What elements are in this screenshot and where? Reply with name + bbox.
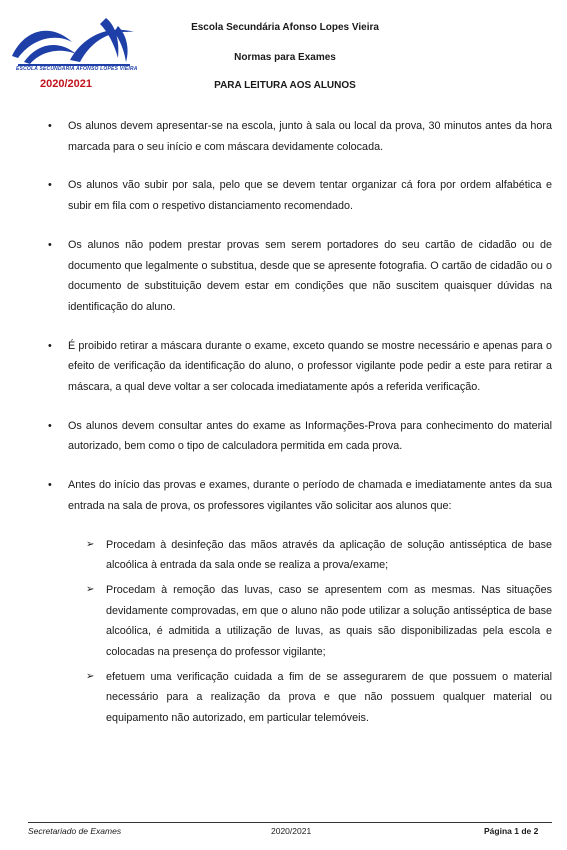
sub-list-item [48, 535, 552, 576]
list-item-text: Os alunos devem consultar antes do exame as Informações-Prova para conhecimento do material autorizado, bem como o tipo de calculadora permitida em cada prova. [68, 419, 552, 453]
list-item [48, 475, 552, 516]
rules-list [48, 116, 552, 729]
page-title: Normas para Exames [234, 52, 336, 63]
list-item-text: Os alunos devem apresentar-se na escola, junto à sala ou local da prova, 30 minutos antes da hora marcada para o seu início e com máscara devidamente colocada. [68, 120, 552, 153]
list-item [48, 336, 552, 398]
school-logo [10, 12, 138, 90]
footer-department: Secretariado de Exames [28, 826, 122, 836]
bullet-icon: • [48, 179, 52, 192]
footer-year: 2020/2021 [271, 826, 312, 836]
page-subtitle: PARA LEITURA AOS ALUNOS [214, 80, 356, 91]
swoosh-logo-icon [10, 12, 138, 68]
school-year: 2020/2021 [40, 78, 92, 90]
list-item [48, 235, 552, 318]
bullet-icon: • [48, 339, 52, 352]
list-item [48, 175, 552, 216]
sub-list-item [48, 580, 552, 663]
arrow-bullet-icon: ➢ [86, 670, 95, 682]
bullet-icon: • [48, 238, 52, 251]
school-name: Escola Secundária Afonso Lopes Vieira [191, 22, 379, 33]
list-item-text: É proibido retirar a máscara durante o exame, exceto quando se mostre necessário e apenas para o efeito de verificação da identificação do aluno, o professor vigilante pode pedir a este para retirar a máscara, a qual deve voltar a ser colocada imediatamente após a referida verificação. [68, 339, 552, 394]
sub-list-item-text: Procedam à desinfeção das mãos através da aplicação de solução antisséptica de base alcoólica à entrada da sala onde se realiza a prova/exame; [106, 538, 552, 572]
list-item-text: Os alunos não podem prestar provas sem serem portadores do seu cartão de cidadão ou de documento que legalmente o substitua, desde que se apresente fotografia. O cartão de cidadão ou o documento de substituição devem estar em condições que não suscitem quaisquer dúvidas na identificação do aluno. [68, 238, 552, 313]
sub-list-item-text: efetuem uma verificação cuidada a fim de se assegurarem de que possuem o material necessário para a realização da prova e que não possuem qualquer material ou equipamento não autorizado, em particular telemóveis. [106, 670, 552, 725]
footer-divider [28, 822, 552, 823]
logo-caption: ESCOLA SECUNDÁRIA AFONSO LOPES VIEIRA [16, 66, 138, 72]
sub-list-item-text: Procedam à remoção das luvas, caso se apresentem com as mesmas. Nas situações devidamente comprovadas, em que o aluno não pode utilizar a solução antisséptica de base alcoólica, é admitida a utilização de luvas, as quais são disponibilizadas pela escola e colocadas na presença do professor vigilante; [106, 583, 552, 659]
list-item-text: Os alunos vão subir por sala, pelo que se devem tentar organizar cá fora por ordem alfabética e subir em fila com o respetivo distanciamento recomendado. [68, 179, 552, 213]
arrow-bullet-icon: ➢ [86, 583, 95, 595]
list-item [48, 116, 552, 157]
sub-list-item [48, 667, 552, 729]
bullet-icon: • [48, 120, 52, 132]
page-number: Página 1 de 2 [484, 826, 539, 836]
bullet-icon: • [48, 419, 52, 432]
bullet-icon: • [48, 479, 52, 492]
list-item-text: Antes do início das provas e exames, durante o período de chamada e imediatamente antes da sua entrada na sala de prova, os professores vigilantes vão solicitar aos alunos que: [68, 479, 552, 512]
list-item [48, 416, 552, 457]
arrow-bullet-icon: ➢ [86, 538, 95, 550]
